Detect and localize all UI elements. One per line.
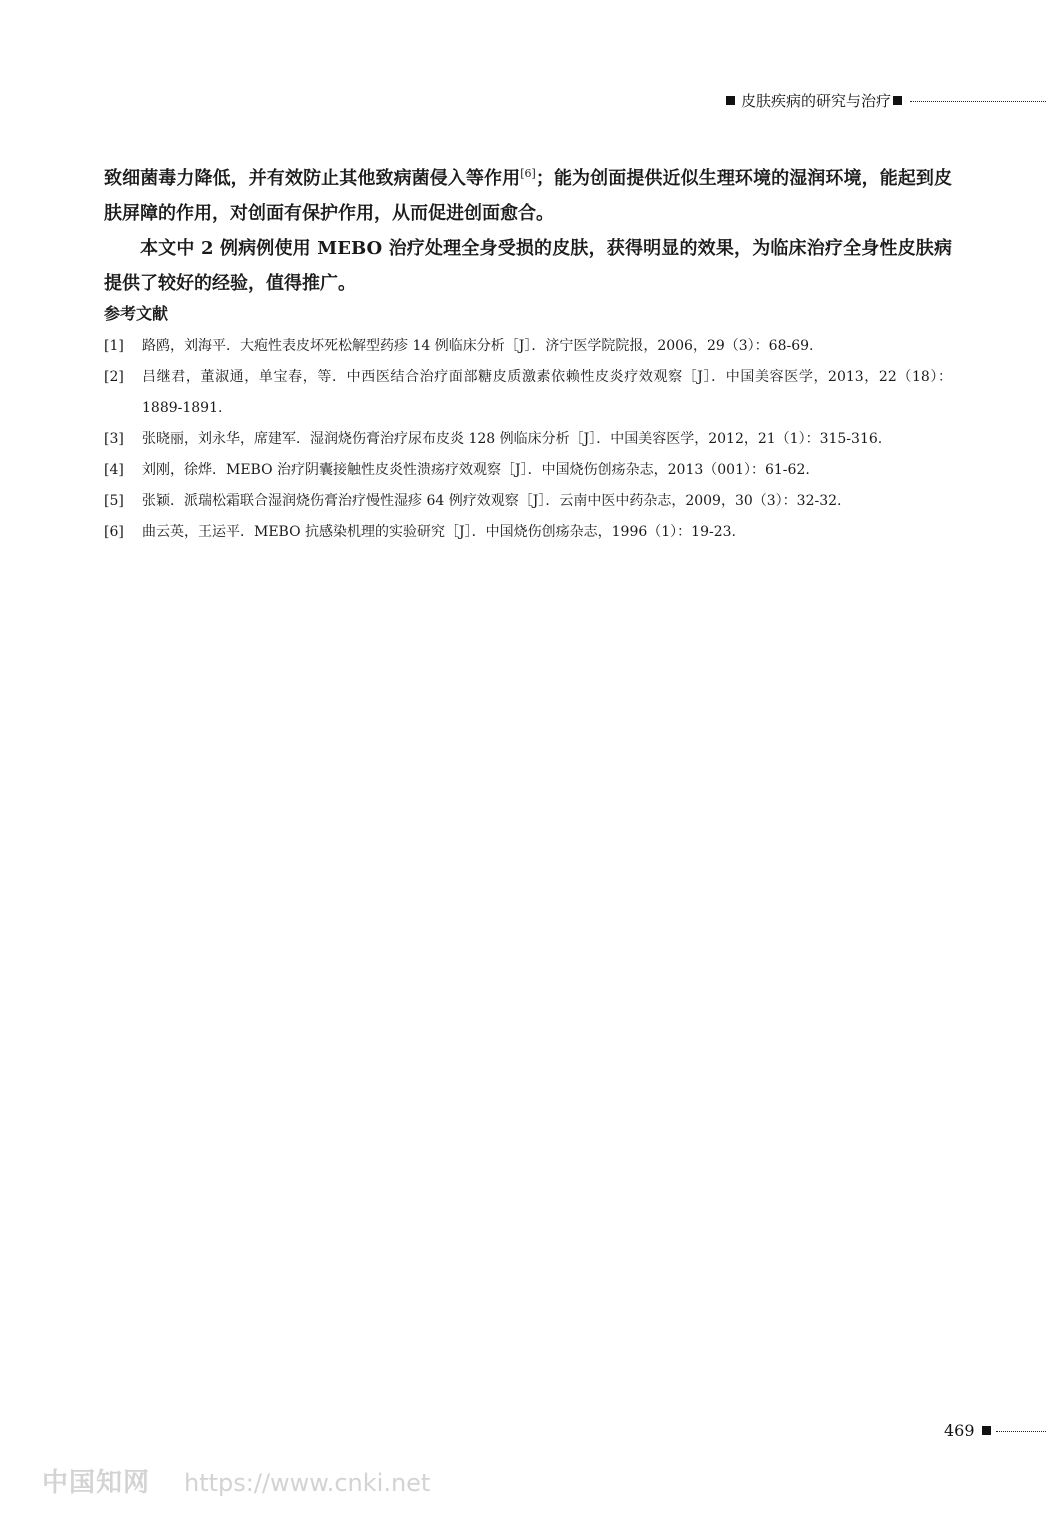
reference-number: [6]	[104, 524, 124, 540]
reference-number: [4]	[104, 462, 124, 478]
body-paragraph-2: 本文中 2 例病例使用 MEBO 治疗处理全身受损的皮肤，获得明显的效果，为临床治疗全身性皮肤病提供了较好的经验，值得推广。	[104, 238, 952, 294]
page-number: 469	[944, 1420, 975, 1440]
cnki-watermark	[42, 1462, 430, 1499]
watermark-url: https://www.cnki.net	[184, 1469, 431, 1497]
reference-text: 刘刚，徐烨．MEBO 治疗阴囊接触性皮炎性溃疡疗效观察［J］．中国烧伤创疡杂志，2013（001）：61-62.	[142, 462, 810, 478]
reference-item	[104, 331, 952, 362]
square-bullet-icon	[982, 1426, 991, 1435]
reference-text: 张颖．派瑞松霜联合湿润烧伤膏治疗慢性湿疹 64 例疗效观察［J］．云南中医中药杂志，2009，30（3）：32-32.	[142, 493, 842, 509]
reference-number: [3]	[104, 431, 124, 447]
page-content	[104, 156, 952, 548]
reference-item	[104, 517, 952, 548]
references-heading: 参考文献	[104, 304, 169, 323]
reference-number: [1]	[104, 338, 124, 354]
reference-text: 曲云英，王运平．MEBO 抗感染机理的实验研究［J］．中国烧伤创疡杂志，1996（1）：19-23.	[142, 524, 736, 540]
paragraph-text: 致细菌毒力降低，并有效防止其他致病菌侵入等作用	[104, 168, 521, 189]
citation-marker: [6]	[520, 167, 536, 180]
reference-item	[104, 455, 952, 486]
square-bullet-icon	[726, 96, 735, 105]
body-paragraph-1	[104, 156, 952, 231]
reference-text: 张晓丽，刘永华，席建军．湿润烧伤膏治疗尿布皮炎 128 例临床分析［J］．中国美容医学，2012，21（1）：315-316.	[142, 431, 883, 447]
reference-number: [5]	[104, 493, 124, 509]
reference-text: 路鸥，刘海平．大疱性表皮坏死松解型药疹 14 例临床分析［J］．济宁医学院院报，2006，29（3）：68-69.	[142, 338, 814, 354]
section-title: 皮肤疾病的研究与治疗	[741, 91, 892, 110]
reference-text: 吕继君，董淑通，单宝春，等．中西医结合治疗面部糖皮质激素依赖性皮炎疗效观察［J］．中国美容医学，2013，22（18）：1889-1891.	[142, 369, 952, 416]
reference-number: [2]	[104, 369, 124, 385]
dotted-leader	[996, 1431, 1046, 1432]
reference-list	[104, 331, 952, 548]
paragraph-text: ；能为创面提供近似生理环境的湿润环境，能起到皮肤屏障的作用，对创面有保护作用，从而促进创面愈合。	[104, 168, 952, 224]
page-footer	[944, 1418, 1046, 1442]
reference-item	[104, 486, 952, 517]
dotted-leader	[910, 101, 1046, 102]
reference-item	[104, 362, 952, 424]
reference-item	[104, 424, 952, 455]
running-header	[726, 88, 1046, 112]
square-bullet-icon	[893, 96, 902, 105]
watermark-name: 中国知网	[42, 1468, 151, 1498]
